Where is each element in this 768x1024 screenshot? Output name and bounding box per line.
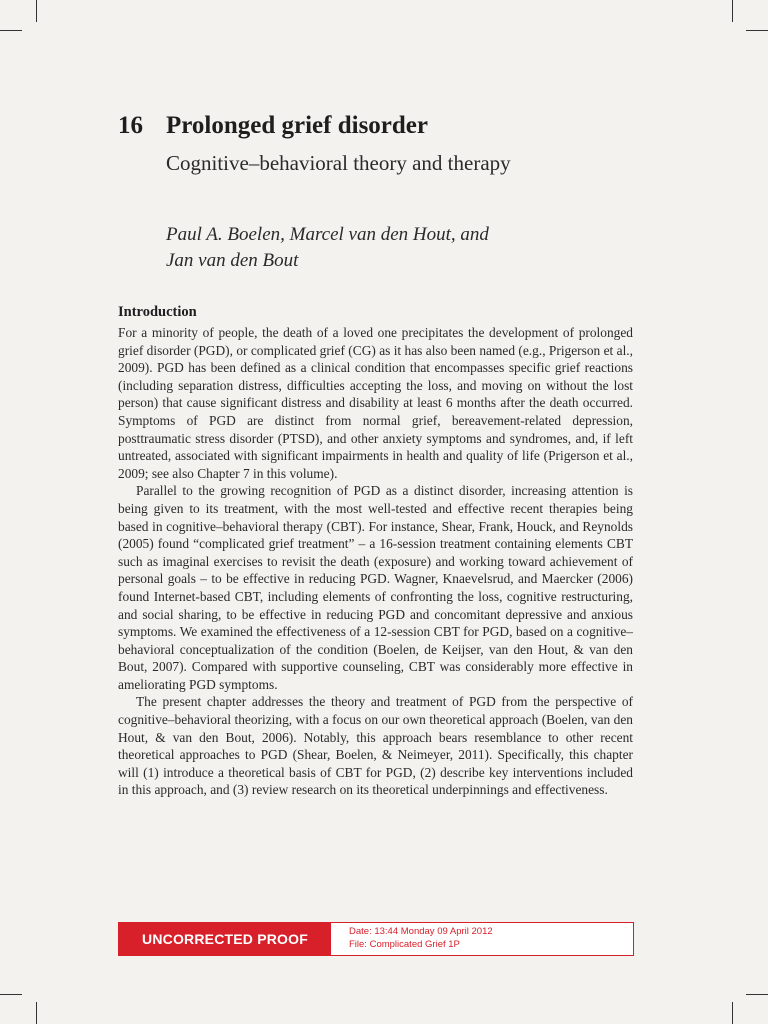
proof-info: [331, 923, 633, 955]
paragraph: For a minority of people, the death of a loved one precipitates the development of prolonged grief disorder (PGD), or complicated grief (CG) as it has also been named (e.g., Prigerson et al., 2009). PGD has been defined as a clinical condition that encompasses specific grief reactions (including separation distress, difficulties accepting the loss, and moving on without the lost person) that cause significant distress and disability at least 6 months after the death occurred. Symptoms of PGD are distinct from normal grief, bereavement-related depression, posttraumatic stress disorder (PTSD), and other anxiety symptoms and syndromes, and, if left untreated, associated with significant impairments in health and quality of life (Prigerson et al., 2009; see also Chapter 7 in this volume).: [118, 325, 633, 481]
chapter-number: 16: [118, 112, 143, 139]
paragraph: Parallel to the growing recognition of PGD as a distinct disorder, increasing attention is being given to its treatment, with the most well-tested and effective recent therapies being based in cognitive–behavioral therapy (CBT). For instance, Shear, Frank, Houck, and Reynolds (2005) found “complicated grief treatment” – a 16-session treatment containing elements CBT such as imaginal exercises to revisit the death (exposure) and working toward achievement of personal goals – to be effective in reducing PGD. Wagner, Knaevelsrud, and Maercker (2006) found Internet-based CBT, including elements of confronting the loss, cognitive restructuring, and social sharing, to be effective in reducing PGD and concomitant depressive and anxious symptoms. We examined the effectiveness of a 12-session CBT for PGD, based on a cognitive–behavioral conceptualization of the condition (Boelen, de Keijser, van den Hout, & van den Bout, 2007). Compared with supportive counseling, CBT was considerably more effective in ameliorating PGD symptoms.: [118, 483, 633, 692]
chapter-title-text: Prolonged grief disorder: [166, 112, 428, 139]
paragraph: The present chapter addresses the theory and treatment of PGD from the perspective of cognitive–behavioral theorizing, with a focus on our own theoretical approach (Boelen, van den Hout, & van den Bout, 2006). Notably, this approach bears resemblance to other recent theoretical approaches to PGD (Shear, Boelen, & Neimeyer, 2011). Specifically, this chapter will (1) introduce a theoretical basis of CBT for PGD, (2) describe key interventions included in this approach, and (3) review research on its theoretical underpinnings and effectiveness.: [118, 694, 633, 798]
chapter-title: [118, 112, 428, 140]
chapter-subtitle: Cognitive–behavioral theory and therapy: [166, 151, 511, 175]
crop-mark: [0, 30, 22, 31]
proof-file: File: Complicated Grief 1P: [349, 938, 460, 950]
proof-date: Date: 13:44 Monday 09 April 2012: [349, 926, 493, 937]
body-text: [118, 324, 633, 799]
uncorrected-proof-stamp: [118, 922, 634, 956]
chapter-authors: [166, 222, 596, 274]
crop-mark: [746, 30, 768, 31]
crop-mark: [732, 1002, 733, 1024]
crop-mark: [732, 0, 733, 22]
proof-label: UNCORRECTED PROOF: [119, 923, 331, 955]
crop-mark: [746, 994, 768, 995]
crop-mark: [36, 1002, 37, 1024]
authors-line: Jan van den Bout: [166, 250, 299, 271]
crop-mark: [0, 994, 22, 995]
section-heading: Introduction: [118, 304, 197, 320]
authors-line: Paul A. Boelen, Marcel van den Hout, and: [166, 224, 489, 245]
crop-mark: [36, 0, 37, 22]
